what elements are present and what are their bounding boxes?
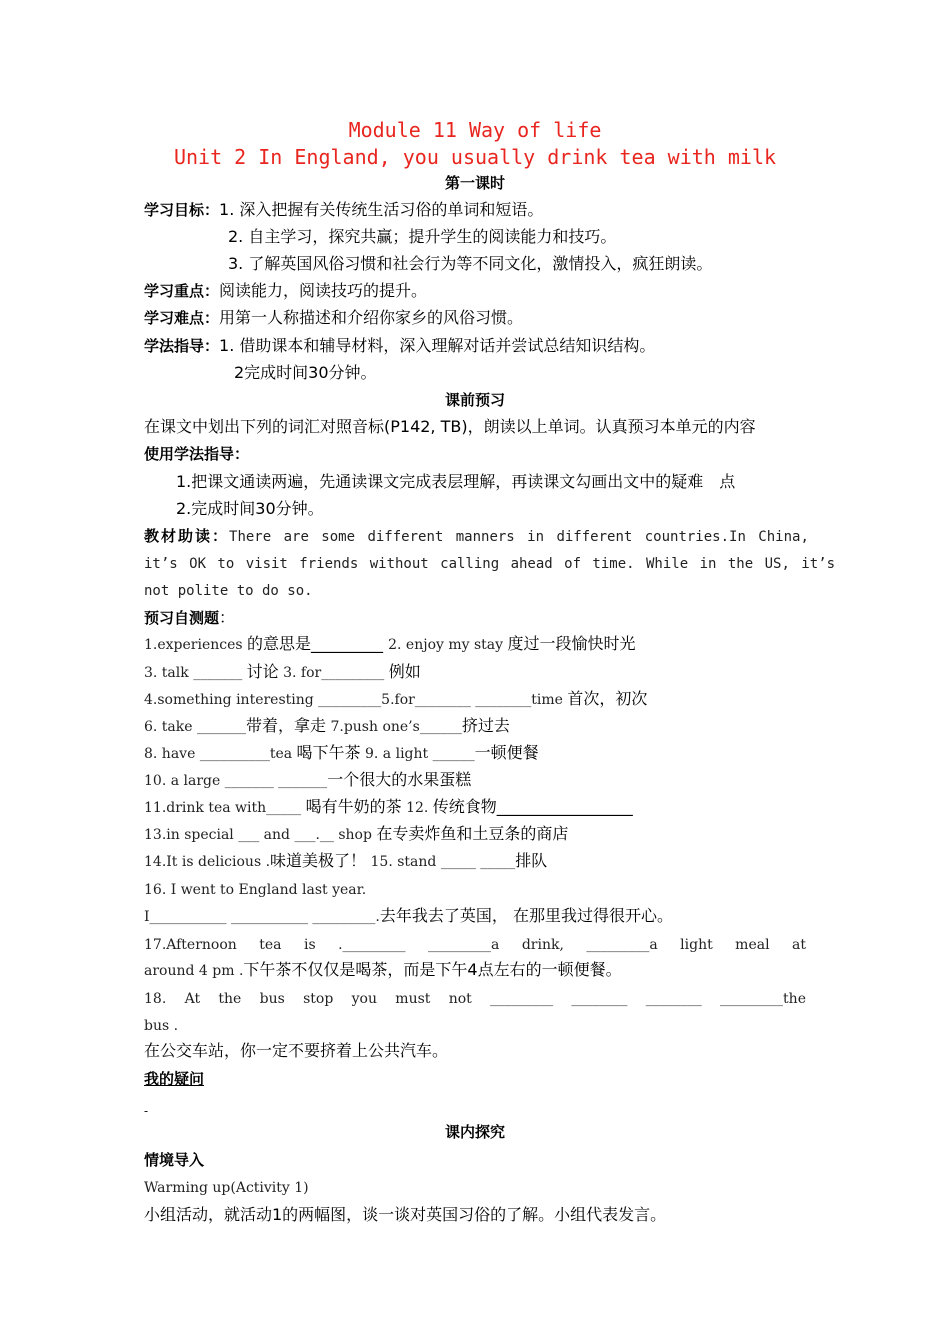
selftest-line [144, 1040, 448, 1062]
zh-text: 的意思是_________ [247, 634, 389, 653]
reading-aid-label: 教材助读： [144, 527, 230, 545]
goals-label: 学习目标： [144, 201, 220, 219]
selftest-line [144, 742, 539, 765]
preview-heading: 课前预习 [444, 391, 505, 409]
en-text: 17.Afternoon tea is ._________ _________a drink, _________a light meal at [144, 937, 806, 953]
selftest-line [144, 715, 510, 738]
usage-item: 2.完成时间30分钟。 [176, 499, 324, 518]
zh-text: 下午茶不仅仅是喝茶，而是下午4点左右的一顿便餐。 [243, 960, 622, 979]
selftest-line [144, 823, 568, 846]
en-text: around 4 pm . [144, 963, 244, 979]
zh-text: 首次，初次 [567, 689, 648, 708]
goal-item-text: 3. 了解英国风俗习惯和社会行为等不同文化，激情投入，疯狂朗读。 [228, 254, 713, 273]
difficulty-text: 用第一人称描述和介绍你家乡的风俗习惯。 [219, 308, 524, 327]
goal-item-text: 2. 自主学习，探究共赢；提升学生的阅读能力和技巧。 [228, 227, 617, 246]
en-text: 13.in special ___ and ___.__ shop [144, 827, 377, 843]
questions-label: 我的疑问 [144, 1070, 205, 1088]
questions-dash: - [144, 1104, 149, 1118]
en-text: 1.experiences [144, 637, 248, 653]
zh-text: 排队 [515, 851, 548, 870]
zh-text: 在专卖炸鱼和土豆条的商店 [376, 824, 569, 843]
zh-text: 味道美极了！ [270, 851, 367, 870]
inclass-heading: 课内探究 [444, 1123, 505, 1141]
selftest-line [144, 959, 622, 982]
focus-text: 阅读能力，阅读技巧的提升。 [219, 281, 428, 300]
warming-up-text: Warming up(Activity 1) [144, 1180, 309, 1196]
en-text: 11.drink tea with_____ [144, 800, 306, 816]
en-text: 6. take _______ [144, 719, 246, 735]
goal-item [228, 253, 712, 275]
reading-aid-text: not polite to do so. [144, 583, 313, 599]
zh-text: 一个很大的水果蛋糕 [327, 770, 472, 789]
selftest-colon: ： [219, 608, 236, 627]
difficulty-label: 学习难点： [144, 309, 220, 327]
reading-aid-text: There are some different manners in different countries.In China, [229, 529, 809, 545]
method-item-2 [234, 362, 377, 384]
zh-text: 在公交车站，你一定不要挤着上公共汽车。 [144, 1041, 449, 1060]
difficulty-row [144, 307, 523, 329]
selftest-line [144, 987, 806, 1010]
reading-aid-row-1 [144, 525, 809, 548]
intro-label: 情境导入 [144, 1151, 205, 1169]
en-text: 8. have __________tea [144, 746, 297, 762]
selftest-line [144, 850, 547, 873]
zh-text: 去年我去了英国， 在那里我过得很开心。 [379, 906, 673, 925]
en-text: 14.It is delicious . [144, 854, 271, 870]
zh-text: 传统食物_________________ [432, 797, 633, 816]
en-text: 9. a light ______ [360, 746, 475, 762]
method-item: 1. 借助课本和辅导材料，深入理解对话并尝试总结知识结构。 [219, 336, 656, 355]
zh-text: 讨论 [246, 662, 279, 681]
selftest-line [144, 661, 421, 684]
selftest-line [144, 769, 471, 792]
zh-text: 度过一段愉快时光 [507, 634, 636, 653]
en-text: 3. for_________ [278, 665, 389, 681]
preview-instruction: 在课文中划出下列的词汇对照音标(P142, TB)，朗读以上单词。认真预习本单元的内容 [144, 417, 756, 436]
selftest-label-row [144, 607, 235, 629]
zh-text: 例如 [388, 662, 421, 681]
en-text: 16. I went to England last year. [144, 882, 367, 898]
focus-row [144, 280, 427, 302]
focus-label: 学习重点： [144, 282, 220, 300]
selftest-label: 预习自测题 [144, 609, 220, 627]
zh-text: 一顿便餐 [474, 743, 539, 762]
en-text: I___________ ___________ _________. [144, 909, 380, 925]
selftest-line [144, 905, 673, 928]
activity-text: 小组活动，就活动1的两幅图，谈一谈对英国习俗的了解。小组代表发言。 [144, 1205, 667, 1224]
selftest-line [144, 933, 806, 956]
en-text: bus . [144, 1018, 179, 1034]
en-text: 18. At the bus stop you must not _________ ________ ________ _________the [144, 991, 806, 1007]
selftest-line [144, 796, 633, 819]
zh-text: 带着，拿走 [246, 716, 327, 735]
selftest-line [144, 878, 366, 901]
en-text: 15. stand _____ _____ [366, 854, 516, 870]
unit-title: Unit 2 In England, you usually drink tea with milk [173, 145, 777, 169]
method-row [144, 335, 655, 357]
usage-item: 1.把课文通读两遍，先通读课文完成表层理解，再读课文勾画出文中的疑难 点 [176, 472, 736, 491]
goals-row-1 [144, 199, 543, 221]
goal-item [228, 226, 616, 248]
en-text: 4.something interesting _________5.for________ ________time [144, 692, 568, 708]
en-text: 3. talk _______ [144, 665, 247, 681]
zh-text: 喝下午茶 [296, 743, 361, 762]
zh-text: 喝有牛奶的茶 [305, 797, 402, 816]
en-text: 7.push one’s______ [326, 719, 462, 735]
module-title: Module 11 Way of life [348, 118, 602, 142]
reading-aid-text: it’s OK to visit friends without calling ahead of time. While in the US, it’s [144, 556, 836, 572]
lesson-label: 第一课时 [444, 174, 505, 192]
selftest-line [144, 1014, 178, 1037]
method-label: 学法指导： [144, 337, 220, 355]
goal-item: 1. 深入把握有关传统生活习俗的单词和短语。 [219, 200, 544, 219]
selftest-line [144, 633, 636, 656]
selftest-line [144, 688, 647, 711]
en-text: 10. a large _______ _______ [144, 773, 328, 789]
method-item-text: 2完成时间30分钟。 [234, 363, 377, 382]
en-text: 2. enjoy my stay [388, 637, 508, 653]
usage-label: 使用学法指导： [144, 445, 250, 463]
en-text: 12. [401, 800, 433, 816]
zh-text: 挤过去 [461, 716, 510, 735]
